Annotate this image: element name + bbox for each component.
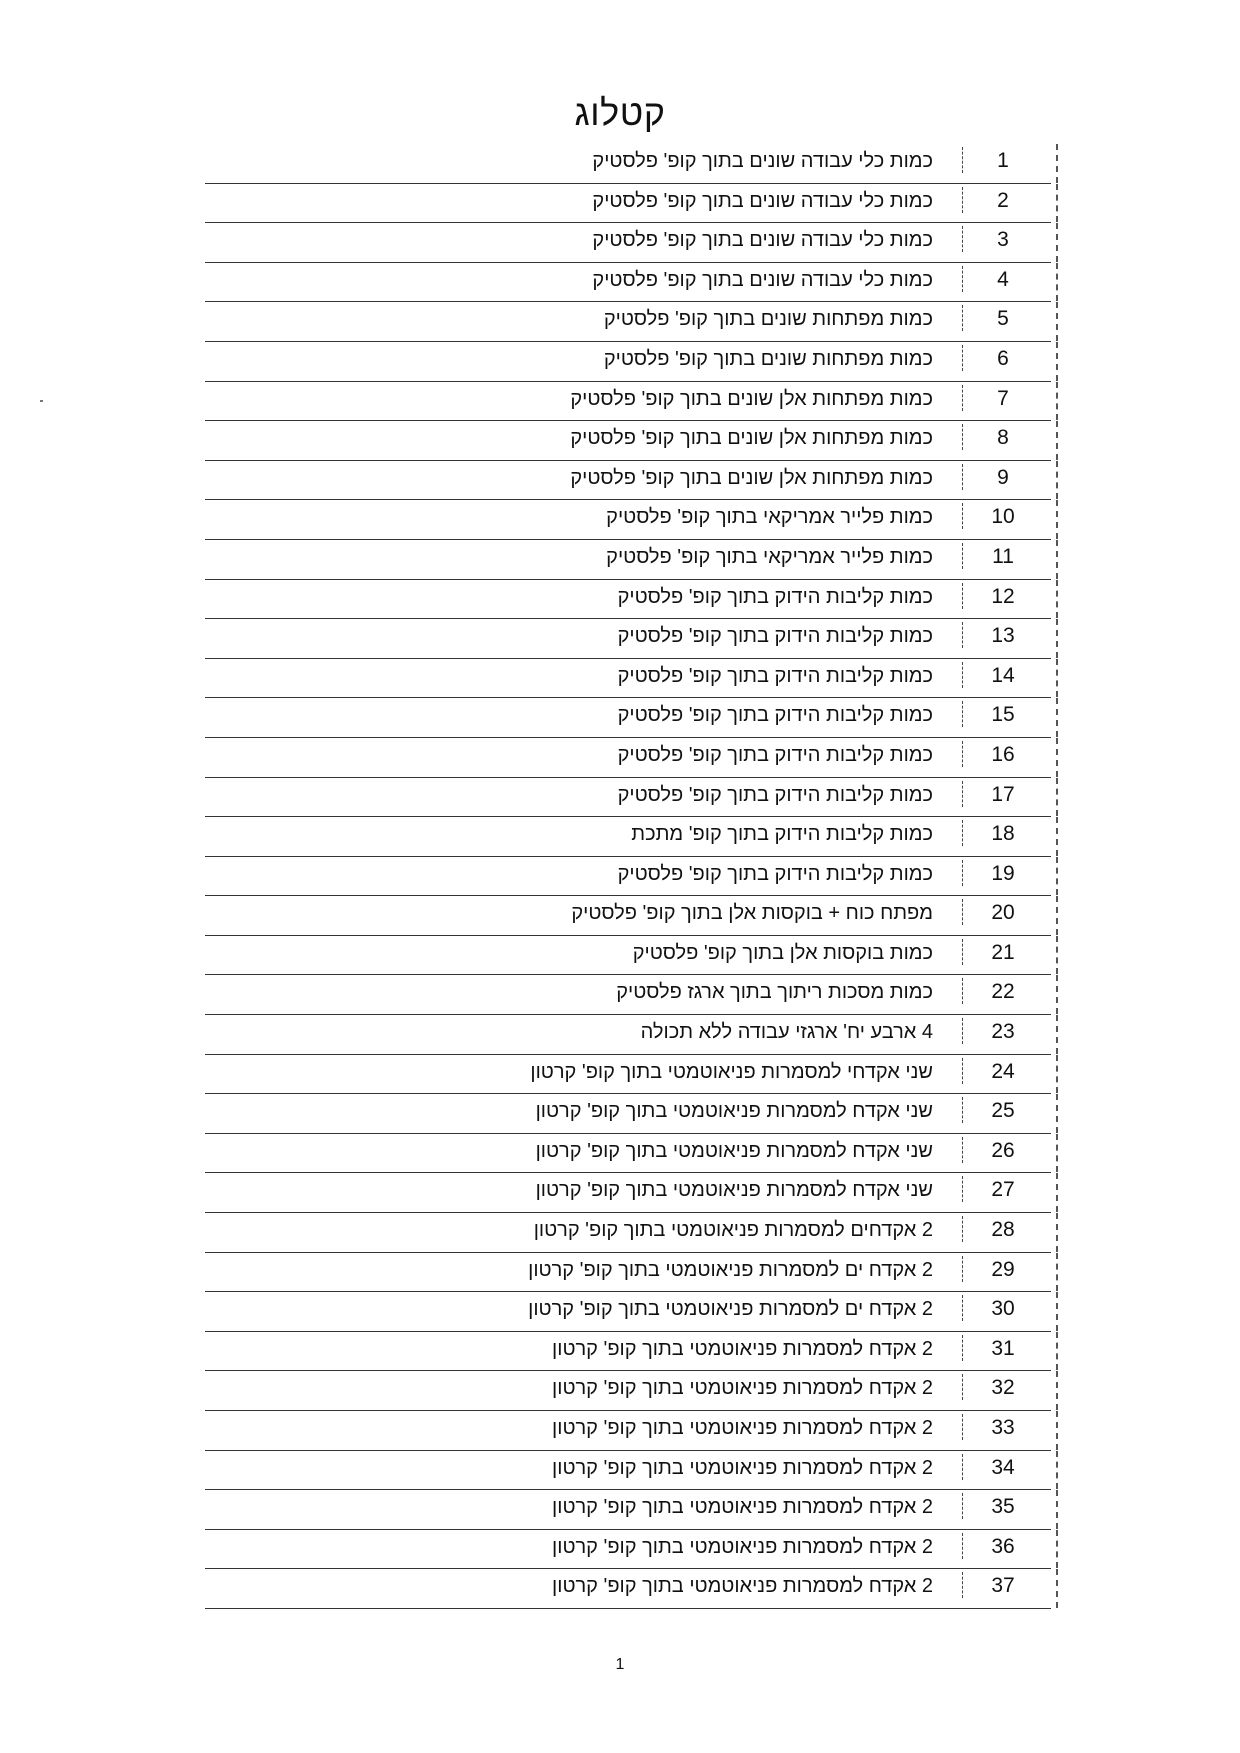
- scan-speck: [40, 400, 43, 402]
- column-separator: [962, 1018, 963, 1044]
- catalog-row: [205, 1292, 1051, 1332]
- column-separator: [962, 583, 963, 609]
- item-number: 34: [991, 1455, 1015, 1479]
- catalog-row: [205, 184, 1051, 224]
- item-description: שני אקדחי למסמרות פניאוטמטי בתוך קופ' קרטון: [530, 1060, 933, 1083]
- catalog-row: [205, 540, 1051, 580]
- column-separator: [962, 543, 963, 569]
- column-separator: [962, 1216, 963, 1242]
- column-separator: [962, 978, 963, 1004]
- table-edge: [1056, 580, 1058, 619]
- catalog-row: [205, 778, 1051, 818]
- item-description: כמות מפתחות אלן שונים בתוך קופ' פלסטיק: [570, 387, 933, 410]
- item-number: 23: [991, 1020, 1015, 1044]
- item-number: 20: [991, 901, 1015, 925]
- item-description: כמות מפתחות שונים בתוך קופ' פלסטיק: [603, 347, 933, 370]
- catalog-row: [205, 698, 1051, 738]
- table-edge: [1056, 1213, 1058, 1252]
- item-number: 12: [991, 584, 1015, 608]
- item-description: כמות כלי עבודה שונים בתוך קופ' פלסטיק: [592, 229, 933, 252]
- column-separator: [962, 662, 963, 688]
- table-edge: [1056, 659, 1058, 698]
- table-edge: [1056, 619, 1058, 658]
- item-description: כמות כלי עבודה שונים בתוך קופ' פלסטיק: [592, 150, 933, 172]
- catalog-row: [205, 1173, 1051, 1213]
- catalog-row: [205, 857, 1051, 897]
- item-description: 2 אקדח למסמרות פניאוטמטי בתוך קופ' קרטון: [552, 1417, 933, 1439]
- item-number: 32: [991, 1376, 1015, 1400]
- item-number: 24: [991, 1059, 1015, 1083]
- item-description: שני אקדח למסמרות פניאוטמטי בתוך קופ' קרטון: [535, 1139, 933, 1162]
- catalog-row: [205, 1411, 1051, 1451]
- item-description: כמות פלייר אמריקאי בתוך קופ' פלסטיק: [606, 545, 933, 568]
- table-edge: [1056, 382, 1058, 421]
- column-separator: [962, 187, 963, 213]
- item-number: 37: [991, 1574, 1015, 1598]
- table-edge: [1056, 1490, 1058, 1529]
- column-separator: [962, 424, 963, 450]
- catalog-row: [205, 500, 1051, 540]
- catalog-row: [205, 223, 1051, 263]
- item-description: 2 אקדח ים למסמרות פניאוטמטי בתוך קופ' קרטון: [528, 1258, 933, 1281]
- column-separator: [962, 226, 963, 252]
- item-number: 19: [991, 861, 1015, 885]
- table-edge: [1056, 1055, 1058, 1094]
- table-edge: [1056, 1451, 1058, 1490]
- table-edge: [1056, 857, 1058, 896]
- table-edge: [1056, 540, 1058, 579]
- table-edge: [1056, 738, 1058, 777]
- column-separator: [962, 899, 963, 925]
- catalog-row: [205, 619, 1051, 659]
- catalog-row: [205, 817, 1051, 857]
- catalog-list: [205, 144, 1051, 1609]
- item-number: 10: [991, 505, 1015, 529]
- item-number: 6: [997, 346, 1009, 370]
- item-description: 2 אקדח למסמרות פניאוטמטי בתוך קופ' קרטון: [552, 1575, 933, 1598]
- column-separator: [962, 1454, 963, 1480]
- column-separator: [962, 147, 963, 173]
- column-separator: [962, 1097, 963, 1123]
- item-description: כמות כלי עבודה שונים בתוך קופ' פלסטיק: [592, 189, 933, 212]
- item-description: כמות קליבות הידוק בתוך קופ' מתכת: [631, 823, 933, 846]
- item-number: 36: [991, 1534, 1015, 1558]
- table-edge: [1056, 778, 1058, 817]
- catalog-row: [205, 263, 1051, 303]
- catalog-row: [205, 144, 1051, 184]
- item-description: כמות קליבות הידוק בתוך קופ' פלסטיק: [617, 664, 933, 687]
- table-edge: [1056, 1173, 1058, 1212]
- column-separator: [962, 939, 963, 965]
- item-number: 1: [997, 149, 1009, 172]
- catalog-row: [205, 1490, 1051, 1530]
- item-description: כמות קליבות הידוק בתוך קופ' פלסטיק: [617, 783, 933, 806]
- column-separator: [962, 1176, 963, 1202]
- catalog-row: [205, 975, 1051, 1015]
- page-number: 1: [615, 1656, 625, 1673]
- catalog-row: [205, 1451, 1051, 1491]
- item-description: כמות קליבות הידוק בתוך קופ' פלסטיק: [617, 862, 933, 885]
- table-edge: [1056, 896, 1058, 935]
- catalog-row: [205, 1371, 1051, 1411]
- catalog-row: [205, 738, 1051, 778]
- item-description: 4 ארבע יח' ארגזי עבודה ללא תכולה: [640, 1021, 933, 1044]
- table-edge: [1056, 223, 1058, 262]
- column-separator: [962, 464, 963, 490]
- item-description: שני אקדח למסמרות פניאוטמטי בתוך קופ' קרטון: [535, 1100, 933, 1123]
- catalog-row: [205, 1055, 1051, 1095]
- table-edge: [1056, 936, 1058, 975]
- item-number: 17: [991, 782, 1015, 806]
- item-number: 28: [991, 1218, 1015, 1242]
- item-number: 33: [991, 1416, 1015, 1439]
- item-description: כמות מפתחות אלן שונים בתוך קופ' פלסטיק: [570, 427, 933, 450]
- item-description: כמות בוקסות אלן בתוך קופ' פלסטיק: [632, 941, 933, 964]
- item-description: 2 אקדח למסמרות פניאוטמטי בתוך קופ' קרטון: [552, 1337, 933, 1360]
- column-separator: [962, 385, 963, 411]
- column-separator: [962, 1533, 963, 1559]
- item-number: 22: [991, 980, 1015, 1004]
- table-edge: [1056, 1292, 1058, 1331]
- catalog-row: [205, 1569, 1051, 1609]
- item-description: כמות מפתחות שונים בתוך קופ' פלסטיק: [603, 308, 933, 331]
- catalog-row: [205, 421, 1051, 461]
- column-separator: [962, 266, 963, 292]
- catalog-row: [205, 659, 1051, 699]
- item-number: 29: [991, 1257, 1015, 1281]
- page-title: קטלוג: [574, 92, 666, 133]
- item-description: כמות מסכות ריתוך בתוך ארגז פלסטיק: [616, 981, 933, 1004]
- catalog-row: [205, 1015, 1051, 1055]
- item-number: 16: [991, 742, 1015, 766]
- column-separator: [962, 1137, 963, 1163]
- item-description: 2 אקדח ים למסמרות פניאוטמטי בתוך קופ' קרטון: [528, 1298, 933, 1321]
- item-number: 4: [997, 267, 1009, 291]
- item-number: 30: [991, 1297, 1015, 1321]
- table-edge: [1056, 1332, 1058, 1371]
- item-number: 31: [991, 1336, 1015, 1360]
- item-description: כמות קליבות הידוק בתוך קופ' פלסטיק: [617, 743, 933, 766]
- column-separator: [962, 701, 963, 727]
- catalog-row: [205, 896, 1051, 936]
- item-description: 2 אקדח למסמרות פניאוטמטי בתוך קופ' קרטון: [552, 1377, 933, 1400]
- column-separator: [962, 1335, 963, 1361]
- catalog-row: [205, 1332, 1051, 1372]
- column-separator: [962, 622, 963, 648]
- column-separator: [962, 1256, 963, 1282]
- table-edge: [1056, 144, 1058, 183]
- item-description: כמות מפתחות אלן שונים בתוך קופ' פלסטיק: [570, 466, 933, 489]
- item-number: 14: [991, 663, 1015, 687]
- table-edge: [1056, 263, 1058, 302]
- column-separator: [962, 503, 963, 529]
- column-separator: [962, 1374, 963, 1400]
- item-description: כמות קליבות הידוק בתוך קופ' פלסטיק: [617, 704, 933, 727]
- column-separator: [962, 741, 963, 767]
- item-number: 35: [991, 1495, 1015, 1519]
- item-number: 3: [997, 228, 1009, 252]
- catalog-row: [205, 1213, 1051, 1253]
- table-edge: [1056, 817, 1058, 856]
- item-number: 15: [991, 703, 1015, 727]
- table-edge: [1056, 461, 1058, 500]
- table-edge: [1056, 1411, 1058, 1450]
- item-number: 25: [991, 1099, 1015, 1123]
- item-description: כמות כלי עבודה שונים בתוך קופ' פלסטיק: [592, 268, 933, 291]
- column-separator: [962, 305, 963, 331]
- item-number: 18: [991, 822, 1015, 846]
- item-number: 13: [991, 624, 1015, 648]
- table-edge: [1056, 1569, 1058, 1608]
- column-separator: [962, 1493, 963, 1519]
- item-number: 21: [991, 940, 1015, 964]
- table-edge: [1056, 1094, 1058, 1133]
- table-edge: [1056, 342, 1058, 381]
- catalog-row: [205, 342, 1051, 382]
- item-description: 2 אקדח למסמרות פניאוטמטי בתוך קופ' קרטון: [552, 1535, 933, 1558]
- item-number: 27: [991, 1178, 1015, 1202]
- item-number: 5: [997, 307, 1009, 331]
- item-description: 2 אקדח למסמרות פניאוטמטי בתוך קופ' קרטון: [552, 1496, 933, 1519]
- column-separator: [962, 1572, 963, 1598]
- table-edge: [1056, 421, 1058, 460]
- catalog-row: [205, 936, 1051, 976]
- catalog-row: [205, 1530, 1051, 1570]
- column-separator: [962, 1058, 963, 1084]
- table-edge: [1056, 1253, 1058, 1292]
- catalog-row: [205, 1134, 1051, 1174]
- column-separator: [962, 1295, 963, 1321]
- table-edge: [1056, 975, 1058, 1014]
- column-separator: [962, 781, 963, 807]
- item-description: כמות פלייר אמריקאי בתוך קופ' פלסטיק: [606, 506, 933, 529]
- table-edge: [1056, 302, 1058, 341]
- catalog-row: [205, 1094, 1051, 1134]
- column-separator: [962, 345, 963, 371]
- table-edge: [1056, 1371, 1058, 1410]
- table-edge: [1056, 1134, 1058, 1173]
- table-edge: [1056, 698, 1058, 737]
- item-description: מפתח כוח + בוקסות אלן בתוך קופ' פלסטיק: [571, 902, 933, 925]
- catalog-row: [205, 382, 1051, 422]
- column-separator: [962, 1414, 963, 1440]
- item-number: 2: [997, 188, 1009, 212]
- item-number: 26: [991, 1138, 1015, 1162]
- item-description: כמות קליבות הידוק בתוך קופ' פלסטיק: [617, 625, 933, 648]
- catalog-row: [205, 580, 1051, 620]
- table-edge: [1056, 184, 1058, 223]
- catalog-row: [205, 461, 1051, 501]
- table-edge: [1056, 1530, 1058, 1569]
- item-description: 2 אקדחים למסמרות פניאוטמטי בתוך קופ' קרטון: [533, 1219, 933, 1242]
- item-number: 11: [992, 544, 1014, 568]
- catalog-row: [205, 302, 1051, 342]
- item-number: 9: [997, 465, 1009, 489]
- table-edge: [1056, 500, 1058, 539]
- item-description: כמות קליבות הידוק בתוך קופ' פלסטיק: [617, 585, 933, 608]
- column-separator: [962, 860, 963, 886]
- column-separator: [962, 820, 963, 846]
- table-edge: [1056, 1015, 1058, 1054]
- item-description: 2 אקדח למסמרות פניאוטמטי בתוך קופ' קרטון: [552, 1456, 933, 1479]
- item-number: 7: [997, 386, 1009, 410]
- catalog-row: [205, 1253, 1051, 1293]
- item-description: שני אקדח למסמרות פניאוטמטי בתוך קופ' קרטון: [535, 1179, 933, 1202]
- item-number: 8: [997, 426, 1009, 450]
